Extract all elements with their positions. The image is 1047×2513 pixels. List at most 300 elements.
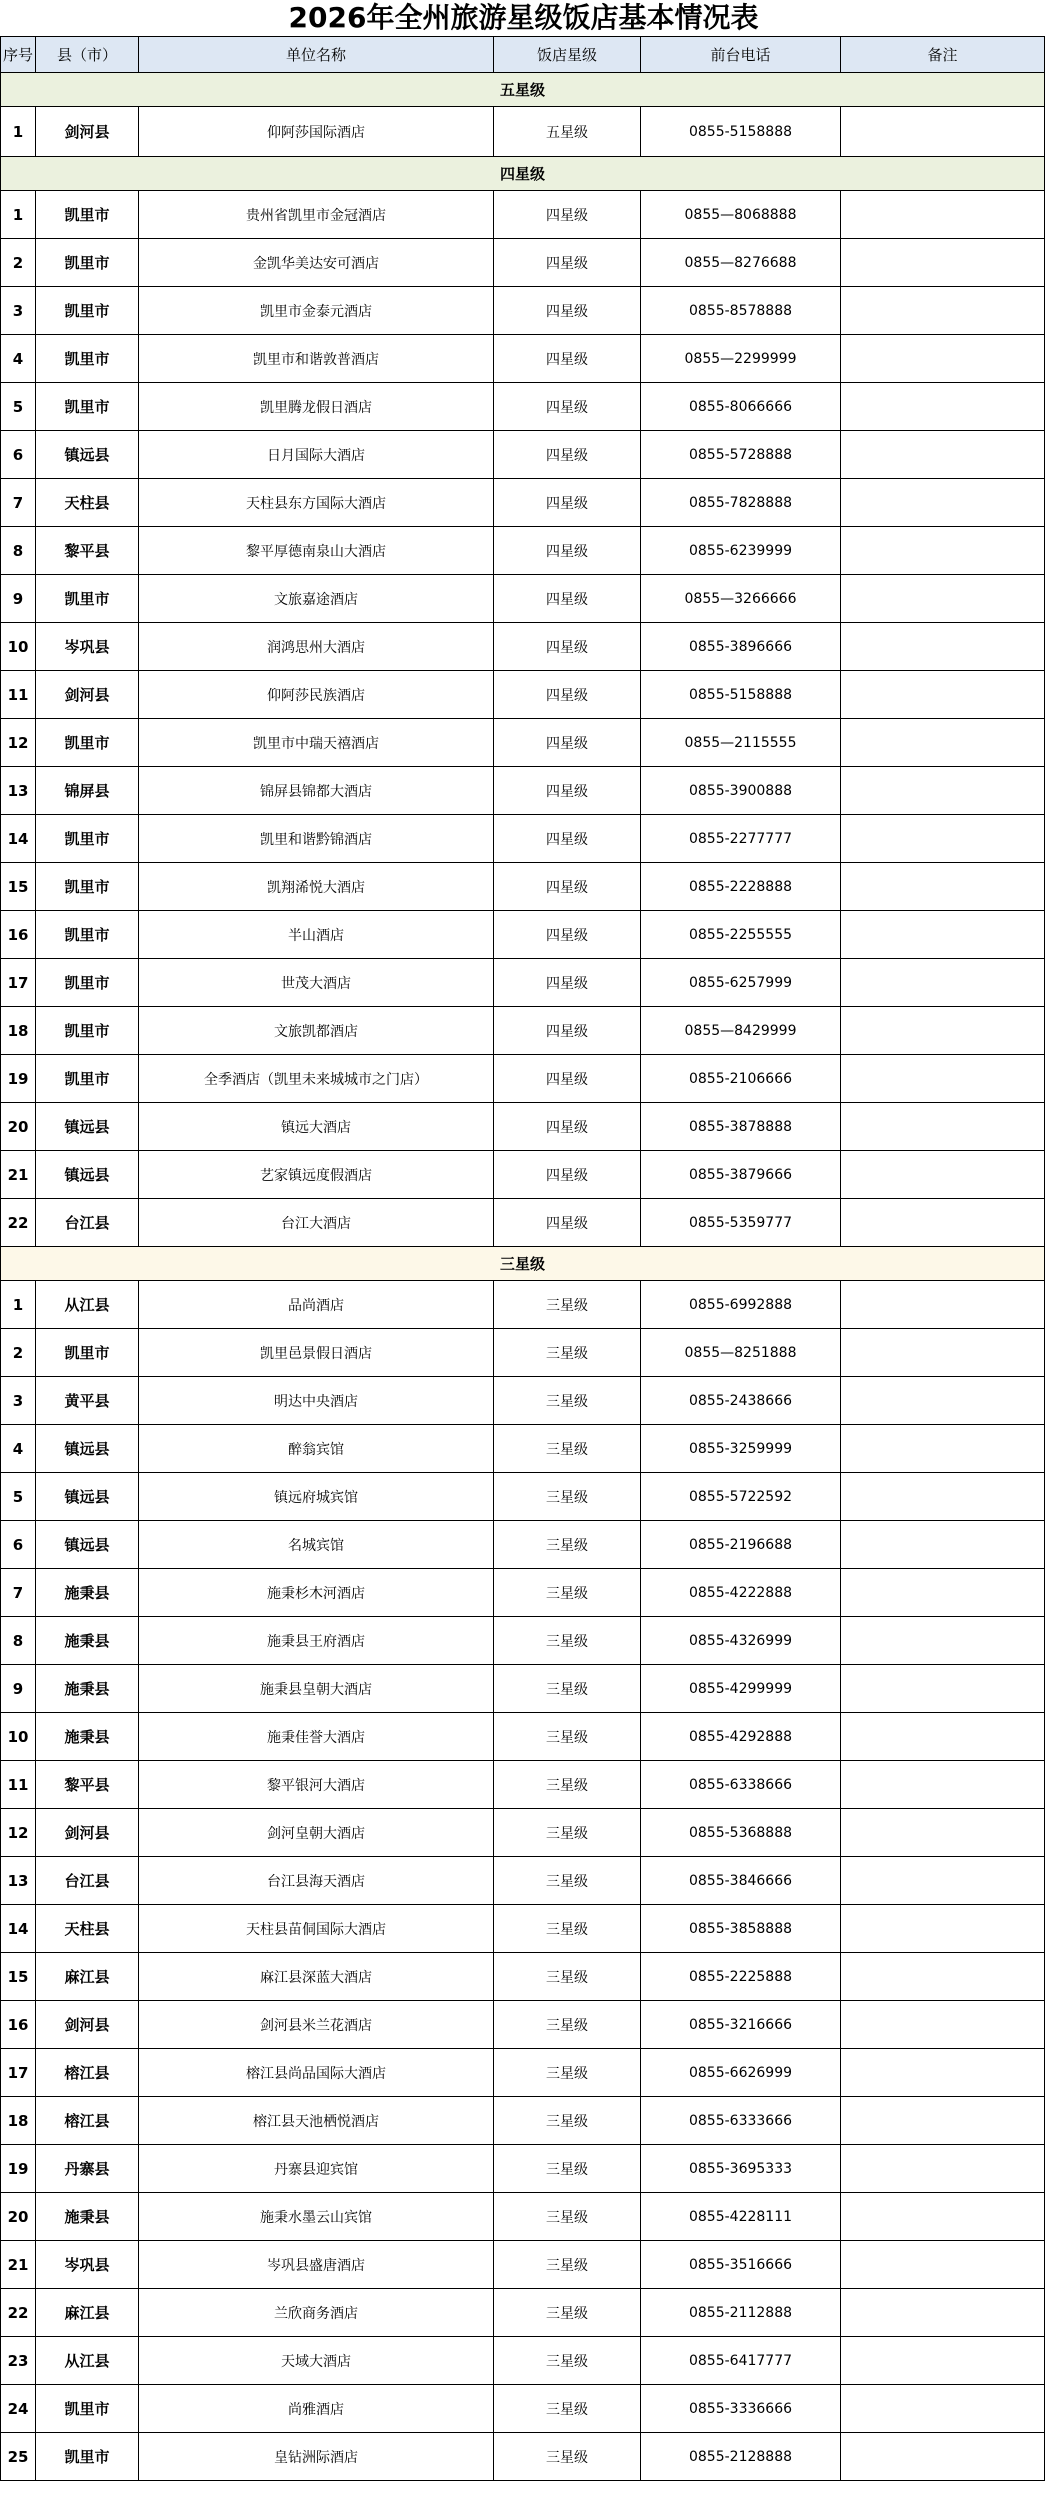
cell-phone: 0855-2438666: [641, 1377, 841, 1425]
cell-unit-name: 凯里邑景假日酒店: [139, 1329, 494, 1377]
cell-seq: 1: [1, 1281, 36, 1329]
cell-county: 凯里市: [36, 959, 139, 1007]
section-header-row: [1, 73, 1045, 107]
cell-seq: 20: [1, 1103, 36, 1151]
column-header-county: 县（市）: [36, 37, 139, 73]
table-row: [1, 383, 1045, 431]
cell-county: 黎平县: [36, 527, 139, 575]
cell-county: 镇远县: [36, 1103, 139, 1151]
cell-remarks: [841, 383, 1045, 431]
cell-seq: 21: [1, 1151, 36, 1199]
cell-star-rating: 四星级: [494, 335, 641, 383]
cell-star-rating: 三星级: [494, 1569, 641, 1617]
cell-unit-name: 施秉杉木河酒店: [139, 1569, 494, 1617]
cell-county: 岑巩县: [36, 623, 139, 671]
cell-seq: 3: [1, 1377, 36, 1425]
cell-remarks: [841, 575, 1045, 623]
cell-phone: 0855-6626999: [641, 2049, 841, 2097]
cell-unit-name: 榕江县天池栖悦酒店: [139, 2097, 494, 2145]
cell-county: 施秉县: [36, 1617, 139, 1665]
cell-seq: 7: [1, 479, 36, 527]
cell-phone: 0855—3266666: [641, 575, 841, 623]
cell-county: 施秉县: [36, 1569, 139, 1617]
cell-unit-name: 凯翔浠悦大酒店: [139, 863, 494, 911]
cell-phone: 0855-3695333: [641, 2145, 841, 2193]
cell-phone: 0855-2128888: [641, 2433, 841, 2481]
cell-star-rating: 四星级: [494, 575, 641, 623]
cell-remarks: [841, 2049, 1045, 2097]
cell-seq: 8: [1, 1617, 36, 1665]
cell-remarks: [841, 2193, 1045, 2241]
table-row: [1, 1425, 1045, 1473]
cell-unit-name: 凯里市和谐敦普酒店: [139, 335, 494, 383]
cell-star-rating: 四星级: [494, 527, 641, 575]
cell-remarks: [841, 1953, 1045, 2001]
cell-seq: 2: [1, 239, 36, 287]
table-row: [1, 575, 1045, 623]
cell-star-rating: 三星级: [494, 2433, 641, 2481]
cell-seq: 11: [1, 1761, 36, 1809]
cell-star-rating: 三星级: [494, 1713, 641, 1761]
table-row: [1, 1007, 1045, 1055]
cell-seq: 19: [1, 2145, 36, 2193]
cell-star-rating: 三星级: [494, 1665, 641, 1713]
cell-phone: 0855-4292888: [641, 1713, 841, 1761]
cell-phone: 0855-3896666: [641, 623, 841, 671]
cell-phone: 0855—8251888: [641, 1329, 841, 1377]
cell-phone: 0855-3900888: [641, 767, 841, 815]
cell-seq: 20: [1, 2193, 36, 2241]
cell-remarks: [841, 1665, 1045, 1713]
cell-phone: 0855-4222888: [641, 1569, 841, 1617]
cell-star-rating: 三星级: [494, 2385, 641, 2433]
cell-star-rating: 四星级: [494, 959, 641, 1007]
table-row: [1, 2337, 1045, 2385]
cell-seq: 1: [1, 191, 36, 239]
cell-phone: 0855-6257999: [641, 959, 841, 1007]
cell-unit-name: 艺家镇远度假酒店: [139, 1151, 494, 1199]
cell-phone: 0855-3858888: [641, 1905, 841, 1953]
cell-phone: 0855-8578888: [641, 287, 841, 335]
cell-seq: 25: [1, 2433, 36, 2481]
table-row: [1, 191, 1045, 239]
cell-phone: 0855-3336666: [641, 2385, 841, 2433]
cell-star-rating: 三星级: [494, 1617, 641, 1665]
table-row: [1, 335, 1045, 383]
cell-county: 从江县: [36, 2337, 139, 2385]
cell-remarks: [841, 1569, 1045, 1617]
cell-star-rating: 三星级: [494, 1281, 641, 1329]
cell-county: 黄平县: [36, 1377, 139, 1425]
cell-unit-name: 日月国际大酒店: [139, 431, 494, 479]
cell-county: 凯里市: [36, 863, 139, 911]
cell-county: 从江县: [36, 1281, 139, 1329]
cell-star-rating: 四星级: [494, 1055, 641, 1103]
table-row: [1, 1521, 1045, 1569]
cell-seq: 14: [1, 815, 36, 863]
cell-county: 镇远县: [36, 1425, 139, 1473]
table-row: [1, 2049, 1045, 2097]
cell-phone: 0855-4326999: [641, 1617, 841, 1665]
cell-unit-name: 凯里腾龙假日酒店: [139, 383, 494, 431]
cell-seq: 4: [1, 1425, 36, 1473]
cell-seq: 16: [1, 911, 36, 959]
cell-seq: 18: [1, 2097, 36, 2145]
cell-seq: 6: [1, 1521, 36, 1569]
cell-seq: 6: [1, 431, 36, 479]
section-header-row: [1, 157, 1045, 191]
cell-county: 台江县: [36, 1857, 139, 1905]
cell-unit-name: 凯里市中瑞天禧酒店: [139, 719, 494, 767]
column-header-unit-name: 单位名称: [139, 37, 494, 73]
cell-unit-name: 皇钻洲际酒店: [139, 2433, 494, 2481]
cell-phone: 0855—8429999: [641, 1007, 841, 1055]
cell-county: 凯里市: [36, 239, 139, 287]
cell-seq: 12: [1, 1809, 36, 1857]
table-row: [1, 719, 1045, 767]
cell-remarks: [841, 959, 1045, 1007]
cell-remarks: [841, 623, 1045, 671]
cell-seq: 13: [1, 1857, 36, 1905]
cell-unit-name: 锦屏县锦都大酒店: [139, 767, 494, 815]
cell-unit-name: 天域大酒店: [139, 2337, 494, 2385]
cell-county: 榕江县: [36, 2049, 139, 2097]
cell-remarks: [841, 2433, 1045, 2481]
cell-star-rating: 四星级: [494, 767, 641, 815]
table-row: [1, 527, 1045, 575]
cell-county: 剑河县: [36, 1809, 139, 1857]
cell-remarks: [841, 1199, 1045, 1247]
cell-county: 凯里市: [36, 1329, 139, 1377]
cell-star-rating: 三星级: [494, 2241, 641, 2289]
table-row: [1, 2193, 1045, 2241]
cell-remarks: [841, 2385, 1045, 2433]
cell-remarks: [841, 1281, 1045, 1329]
cell-unit-name: 榕江县尚品国际大酒店: [139, 2049, 494, 2097]
cell-remarks: [841, 479, 1045, 527]
cell-unit-name: 丹寨县迎宾馆: [139, 2145, 494, 2193]
cell-remarks: [841, 1425, 1045, 1473]
cell-phone: 0855-5728888: [641, 431, 841, 479]
cell-phone: 0855-3846666: [641, 1857, 841, 1905]
cell-remarks: [841, 2337, 1045, 2385]
cell-unit-name: 镇远府城宾馆: [139, 1473, 494, 1521]
cell-phone: 0855-2228888: [641, 863, 841, 911]
cell-county: 天柱县: [36, 479, 139, 527]
cell-star-rating: 四星级: [494, 239, 641, 287]
cell-unit-name: 世茂大酒店: [139, 959, 494, 1007]
cell-county: 镇远县: [36, 1473, 139, 1521]
cell-unit-name: 镇远大酒店: [139, 1103, 494, 1151]
cell-unit-name: 施秉县王府酒店: [139, 1617, 494, 1665]
table-row: [1, 2433, 1045, 2481]
cell-county: 榕江县: [36, 2097, 139, 2145]
cell-unit-name: 文旅凯都酒店: [139, 1007, 494, 1055]
cell-seq: 14: [1, 1905, 36, 1953]
cell-remarks: [841, 1857, 1045, 1905]
cell-phone: 0855-5359777: [641, 1199, 841, 1247]
cell-remarks: [841, 1055, 1045, 1103]
cell-phone: 0855—8276688: [641, 239, 841, 287]
cell-phone: 0855-3216666: [641, 2001, 841, 2049]
cell-star-rating: 三星级: [494, 2145, 641, 2193]
table-row: [1, 1905, 1045, 1953]
cell-star-rating: 三星级: [494, 1761, 641, 1809]
section-label: 四星级: [1, 157, 1045, 191]
cell-seq: 4: [1, 335, 36, 383]
table-row: [1, 671, 1045, 719]
table-row: [1, 1055, 1045, 1103]
cell-county: 镇远县: [36, 1521, 139, 1569]
cell-county: 凯里市: [36, 2433, 139, 2481]
column-header-remarks: 备注: [841, 37, 1045, 73]
table-row: [1, 767, 1045, 815]
cell-unit-name: 凯里和谐黔锦酒店: [139, 815, 494, 863]
cell-seq: 1: [1, 107, 36, 157]
cell-star-rating: 三星级: [494, 2193, 641, 2241]
cell-remarks: [841, 719, 1045, 767]
cell-star-rating: 三星级: [494, 1473, 641, 1521]
cell-seq: 2: [1, 1329, 36, 1377]
cell-county: 凯里市: [36, 1007, 139, 1055]
cell-remarks: [841, 1905, 1045, 1953]
cell-star-rating: 四星级: [494, 191, 641, 239]
cell-remarks: [841, 1103, 1045, 1151]
cell-remarks: [841, 1761, 1045, 1809]
cell-unit-name: 台江县海天酒店: [139, 1857, 494, 1905]
cell-remarks: [841, 911, 1045, 959]
cell-seq: 9: [1, 575, 36, 623]
cell-unit-name: 金凯华美达安可酒店: [139, 239, 494, 287]
cell-phone: 0855-2277777: [641, 815, 841, 863]
cell-seq: 5: [1, 1473, 36, 1521]
cell-star-rating: 四星级: [494, 623, 641, 671]
cell-seq: 22: [1, 1199, 36, 1247]
cell-seq: 5: [1, 383, 36, 431]
table-row: [1, 1199, 1045, 1247]
header-row: [1, 37, 1045, 73]
cell-remarks: [841, 431, 1045, 479]
cell-unit-name: 黎平银河大酒店: [139, 1761, 494, 1809]
cell-star-rating: 三星级: [494, 2097, 641, 2145]
cell-county: 麻江县: [36, 1953, 139, 2001]
cell-star-rating: 四星级: [494, 863, 641, 911]
cell-seq: 9: [1, 1665, 36, 1713]
table-row: [1, 1761, 1045, 1809]
cell-seq: 19: [1, 1055, 36, 1103]
cell-star-rating: 四星级: [494, 287, 641, 335]
cell-unit-name: 凯里市金泰元酒店: [139, 287, 494, 335]
cell-county: 凯里市: [36, 1055, 139, 1103]
cell-remarks: [841, 2097, 1045, 2145]
cell-star-rating: 三星级: [494, 2001, 641, 2049]
cell-county: 施秉县: [36, 1713, 139, 1761]
cell-seq: 13: [1, 767, 36, 815]
cell-remarks: [841, 1007, 1045, 1055]
cell-star-rating: 四星级: [494, 1199, 641, 1247]
cell-county: 凯里市: [36, 191, 139, 239]
cell-phone: 0855-5722592: [641, 1473, 841, 1521]
table-row: [1, 1569, 1045, 1617]
cell-star-rating: 四星级: [494, 911, 641, 959]
cell-phone: 0855-7828888: [641, 479, 841, 527]
cell-remarks: [841, 1151, 1045, 1199]
cell-phone: 0855-3516666: [641, 2241, 841, 2289]
table-row: [1, 1473, 1045, 1521]
column-header-seq: 序号: [1, 37, 36, 73]
cell-star-rating: 四星级: [494, 431, 641, 479]
section-label: 三星级: [1, 1247, 1045, 1281]
table-row: [1, 2001, 1045, 2049]
cell-remarks: [841, 1329, 1045, 1377]
cell-county: 凯里市: [36, 287, 139, 335]
cell-remarks: [841, 1809, 1045, 1857]
cell-seq: 18: [1, 1007, 36, 1055]
table-row: [1, 1665, 1045, 1713]
cell-remarks: [841, 287, 1045, 335]
table-row: [1, 815, 1045, 863]
cell-phone: 0855-6338666: [641, 1761, 841, 1809]
cell-phone: 0855-2112888: [641, 2289, 841, 2337]
cell-seq: 21: [1, 2241, 36, 2289]
cell-phone: 0855-6992888: [641, 1281, 841, 1329]
cell-unit-name: 尚雅酒店: [139, 2385, 494, 2433]
cell-seq: 7: [1, 1569, 36, 1617]
cell-remarks: [841, 191, 1045, 239]
cell-unit-name: 剑河县米兰花酒店: [139, 2001, 494, 2049]
cell-phone: 0855-4228111: [641, 2193, 841, 2241]
cell-star-rating: 三星级: [494, 2049, 641, 2097]
cell-phone: 0855-2255555: [641, 911, 841, 959]
cell-star-rating: 四星级: [494, 383, 641, 431]
cell-county: 麻江县: [36, 2289, 139, 2337]
cell-phone: 0855-3259999: [641, 1425, 841, 1473]
table-row: [1, 2241, 1045, 2289]
cell-seq: 17: [1, 2049, 36, 2097]
cell-seq: 22: [1, 2289, 36, 2337]
cell-seq: 10: [1, 623, 36, 671]
cell-county: 凯里市: [36, 2385, 139, 2433]
cell-unit-name: 施秉水墨云山宾馆: [139, 2193, 494, 2241]
cell-unit-name: 仰阿莎民族酒店: [139, 671, 494, 719]
table-row: [1, 1151, 1045, 1199]
cell-seq: 16: [1, 2001, 36, 2049]
table-row: [1, 2385, 1045, 2433]
table-row: [1, 1103, 1045, 1151]
cell-unit-name: 润鸿思州大酒店: [139, 623, 494, 671]
cell-remarks: [841, 107, 1045, 157]
table-row: [1, 107, 1045, 157]
cell-seq: 10: [1, 1713, 36, 1761]
cell-phone: 0855-2106666: [641, 1055, 841, 1103]
cell-phone: 0855-6333666: [641, 2097, 841, 2145]
cell-remarks: [841, 1617, 1045, 1665]
cell-star-rating: 四星级: [494, 671, 641, 719]
cell-county: 凯里市: [36, 383, 139, 431]
cell-remarks: [841, 1521, 1045, 1569]
cell-star-rating: 三星级: [494, 1809, 641, 1857]
cell-county: 施秉县: [36, 2193, 139, 2241]
cell-phone: 0855—8068888: [641, 191, 841, 239]
cell-unit-name: 半山酒店: [139, 911, 494, 959]
cell-unit-name: 仰阿莎国际酒店: [139, 107, 494, 157]
table-row: [1, 1329, 1045, 1377]
cell-phone: 0855-2196688: [641, 1521, 841, 1569]
cell-unit-name: 品尚酒店: [139, 1281, 494, 1329]
table-row: [1, 287, 1045, 335]
cell-phone: 0855-8066666: [641, 383, 841, 431]
cell-unit-name: 天柱县苗侗国际大酒店: [139, 1905, 494, 1953]
table-row: [1, 1377, 1045, 1425]
cell-star-rating: 四星级: [494, 719, 641, 767]
cell-star-rating: 三星级: [494, 1521, 641, 1569]
cell-star-rating: 四星级: [494, 815, 641, 863]
cell-star-rating: 三星级: [494, 1953, 641, 2001]
cell-unit-name: 天柱县东方国际大酒店: [139, 479, 494, 527]
table-row: [1, 1281, 1045, 1329]
cell-seq: 11: [1, 671, 36, 719]
cell-unit-name: 名城宾馆: [139, 1521, 494, 1569]
cell-remarks: [841, 1713, 1045, 1761]
hotel-table: [0, 36, 1045, 2481]
cell-county: 剑河县: [36, 671, 139, 719]
cell-unit-name: 麻江县深蓝大酒店: [139, 1953, 494, 2001]
cell-county: 镇远县: [36, 431, 139, 479]
section-header-row: [1, 1247, 1045, 1281]
cell-star-rating: 三星级: [494, 1905, 641, 1953]
cell-unit-name: 文旅嘉途酒店: [139, 575, 494, 623]
column-header-phone: 前台电话: [641, 37, 841, 73]
cell-phone: 0855-6417777: [641, 2337, 841, 2385]
cell-county: 丹寨县: [36, 2145, 139, 2193]
cell-remarks: [841, 671, 1045, 719]
cell-seq: 24: [1, 2385, 36, 2433]
cell-remarks: [841, 527, 1045, 575]
cell-county: 锦屏县: [36, 767, 139, 815]
cell-county: 凯里市: [36, 815, 139, 863]
cell-unit-name: 兰欣商务酒店: [139, 2289, 494, 2337]
cell-remarks: [841, 1473, 1045, 1521]
table-row: [1, 1809, 1045, 1857]
cell-star-rating: 四星级: [494, 1103, 641, 1151]
cell-county: 岑巩县: [36, 2241, 139, 2289]
cell-county: 施秉县: [36, 1665, 139, 1713]
table-row: [1, 1713, 1045, 1761]
cell-phone: 0855-2225888: [641, 1953, 841, 2001]
cell-unit-name: 施秉县皇朝大酒店: [139, 1665, 494, 1713]
cell-seq: 3: [1, 287, 36, 335]
cell-remarks: [841, 2001, 1045, 2049]
cell-remarks: [841, 1377, 1045, 1425]
table-row: [1, 959, 1045, 1007]
cell-phone: 0855-3879666: [641, 1151, 841, 1199]
cell-unit-name: 贵州省凯里市金冠酒店: [139, 191, 494, 239]
cell-unit-name: 黎平厚德南泉山大酒店: [139, 527, 494, 575]
table-row: [1, 2097, 1045, 2145]
cell-unit-name: 岑巩县盛唐酒店: [139, 2241, 494, 2289]
cell-unit-name: 全季酒店（凯里未来城城市之门店）: [139, 1055, 494, 1103]
cell-phone: 0855-5368888: [641, 1809, 841, 1857]
cell-county: 凯里市: [36, 719, 139, 767]
cell-seq: 15: [1, 863, 36, 911]
cell-county: 台江县: [36, 1199, 139, 1247]
cell-star-rating: 三星级: [494, 1425, 641, 1473]
cell-unit-name: 施秉佳誉大酒店: [139, 1713, 494, 1761]
cell-seq: 15: [1, 1953, 36, 2001]
cell-remarks: [841, 2145, 1045, 2193]
table-row: [1, 1953, 1045, 2001]
cell-star-rating: 三星级: [494, 1857, 641, 1905]
